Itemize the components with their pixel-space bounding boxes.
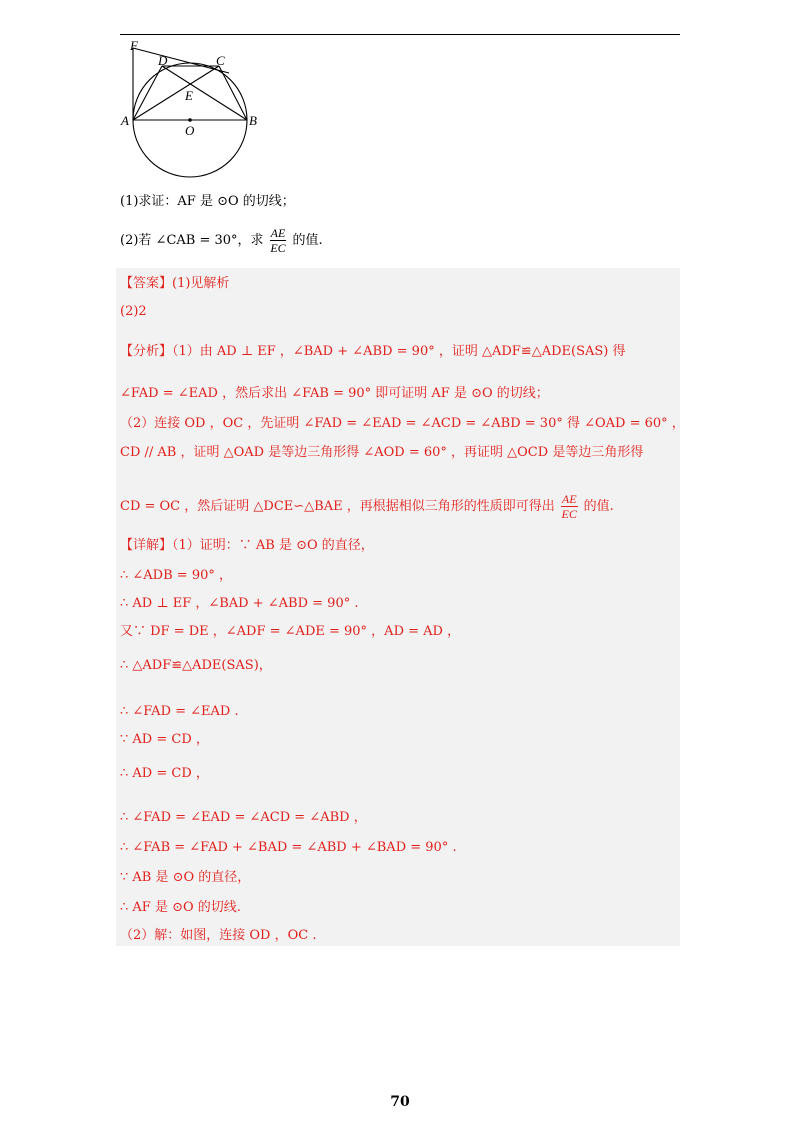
detail-line-4: 又∵ DF = DE ，∠ADF = ∠ADE = 90° ，AD = AD ， [120, 624, 461, 639]
analysis-line-5-suffix: 的值. [583, 499, 614, 514]
answer-line-1: 【答案】(1)见解析 [120, 276, 230, 291]
header-rule [120, 34, 680, 35]
detail-line-11: ∵ AB 是 ⊙O 的直径， [120, 870, 251, 885]
analysis-line-1: 【分析】（1）由 AD ⊥ EF ，∠BAD + ∠ABD = 90° ，证明 △ADF≌△ADE(SAS) 得 [120, 344, 626, 359]
question-2 [120, 226, 323, 256]
answer-line-2: (2)2 [120, 304, 147, 319]
detail-line-6: ∴ ∠FAD = ∠EAD . [120, 704, 239, 719]
analysis-line-5-prefix: CD = OC ，然后证明 △DCE∽△BAE ，再根据相似三角形的性质即可得出 [120, 499, 555, 514]
detail-line-10: ∴ ∠FAB = ∠FAD + ∠BAD = ∠ABD + ∠BAD = 90° . [120, 840, 457, 855]
label-d: D [158, 53, 168, 68]
analysis-line-3: （2）连接 OD ，OC ，先证明 ∠FAD = ∠EAD = ∠ACD = ∠ABD = 30° 得 ∠OAD = 60° ， [120, 416, 685, 431]
label-f: F [130, 38, 138, 53]
segment-ad [133, 66, 162, 120]
detail-line-1: 【详解】（1）证明：∵ AB 是 ⊙O 的直径， [120, 538, 374, 553]
detail-line-13: （2）解：如图，连接 OD ，OC . [120, 928, 317, 943]
label-e: E [185, 88, 193, 103]
page-number: 70 [390, 1094, 410, 1110]
detail-line-2: ∴ ∠ADB = 90° ， [120, 568, 232, 583]
detail-line-3: ∴ AD ⊥ EF ，∠BAD + ∠ABD = 90° . [120, 596, 359, 611]
detail-line-8: ∴ AD = CD ， [120, 766, 209, 781]
segment-ac [133, 66, 219, 120]
label-c: C [216, 53, 225, 68]
analysis-fraction-numerator: AE [561, 492, 577, 506]
fraction-denominator: EC [270, 241, 286, 255]
segment-cb [219, 66, 247, 120]
detail-line-9: ∴ ∠FAD = ∠EAD = ∠ACD = ∠ABD ， [120, 810, 367, 825]
analysis-line-5 [120, 492, 614, 522]
fraction-numerator: AE [270, 226, 286, 240]
question-2-suffix: 的值. [292, 233, 323, 248]
segment-db [162, 66, 247, 120]
analysis-fraction-denominator: EC [561, 507, 577, 521]
question-2-fraction [270, 226, 287, 255]
analysis-line-2: ∠FAD = ∠EAD ，然后求出 ∠FAB = 90° 即可证明 AF 是 ⊙O 的切线； [120, 386, 549, 401]
analysis-fraction [561, 492, 578, 521]
center-point [188, 118, 192, 122]
detail-line-12: ∴ AF 是 ⊙O 的切线. [120, 900, 241, 915]
geometry-figure [110, 38, 280, 180]
detail-line-5: ∴ △ADF≌△ADE(SAS)， [120, 658, 272, 673]
question-1: (1)求证：AF 是 ⊙O 的切线； [120, 194, 295, 209]
label-b: B [249, 113, 257, 128]
analysis-line-4: CD // AB ，证明 △OAD 是等边三角形得 ∠AOD = 60° ，再证明 △OCD 是等边三角形得 [120, 445, 644, 460]
label-a: A [121, 113, 129, 128]
label-o: O [185, 123, 195, 138]
detail-line-7: ∵ AD = CD ， [120, 732, 209, 747]
question-2-prefix: (2)若 ∠CAB = 30°，求 [120, 233, 264, 248]
